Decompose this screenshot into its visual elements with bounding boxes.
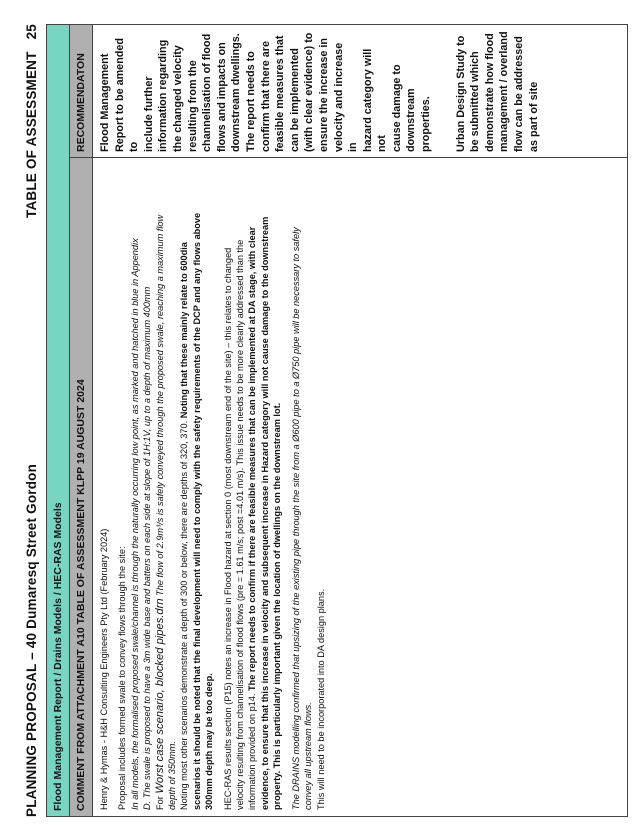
comment-text: information provided on p14. [247, 690, 258, 810]
comment-line: 300mm depth may be too deep. [204, 673, 215, 810]
assessment-table [46, 24, 628, 817]
comment-line: Proposal includes formed swale to convey flows through the site: [117, 546, 128, 810]
recommendation-line: be submitted which [469, 51, 482, 152]
comment-line [178, 166, 190, 810]
comment-body [93, 158, 337, 816]
comment-line: evidence, to ensure that this increase in velocity and subsequent increase in Hazard category will not cause damage to the downstream [259, 216, 270, 810]
comment-text: For [154, 793, 165, 810]
comment-line: D. The swale is proposed to have a 3m wide base and batters on each side at slope of 1H:1V, up to a depth of maximum 400mm [142, 286, 153, 810]
comment-column [70, 157, 627, 816]
recommendation-line: Flood Management [99, 53, 111, 152]
recommendation-line: cause damage to [390, 64, 403, 152]
comment-line: Henry & Hymas - H&H Consulting Engineers Pty Ltd (February 2024) [99, 528, 109, 810]
recommendation-line: can be implemented [288, 48, 301, 152]
comment-line [154, 166, 166, 810]
recommendation-line: (with clear evidence) to [303, 32, 316, 152]
recommendation-line: as part of site [527, 81, 540, 152]
recommendation-line: velocity and increase in [332, 42, 360, 152]
recommendation-line: flows and impacts on [215, 42, 228, 152]
recommendation-line: demonstrate how flood [483, 33, 496, 152]
comment-text: The report needs to confirm if there are feasible measures that can be implemented at DA stage, with clear [247, 226, 258, 691]
recommendation-line: include further [142, 76, 155, 152]
recommendation-line: flow can be addressed [513, 36, 526, 152]
comment-text: Worst case scenario, blocked pipes.drn [153, 598, 166, 794]
comment-line: In all models, the formalised proposed swale/channel is through the naturally occurring low point, as marked and hatched in blue in Appendix [129, 238, 140, 810]
recommendation-urban-design [454, 31, 542, 152]
recommendation-line: hazard category will not [361, 48, 389, 152]
comment-line [246, 166, 258, 810]
recommendation-line: confirm that there are [259, 41, 272, 152]
page-header-right [24, 24, 39, 218]
recommendation-line: Urban Design Study to [454, 35, 467, 152]
comment-text: Noting most other scenarios demonstrate a depth of 300 or below, there are depths of 320, 370. [179, 418, 190, 810]
comment-line: HEC-RAS results section (P15) notes an increase in Flood hazard at section 0 (most downstream end of the site) – this relates to changed [222, 247, 233, 810]
section-heading: Flood Management Report / Drains Models / HEC-RAS Models [47, 25, 70, 816]
recommendation-line: management / overland [498, 31, 511, 152]
recommendation-line: downstream properties. [405, 88, 433, 152]
comment-column-heading: COMMENT FROM ATTACHMENT A10 TABLE OF ASSESSMENT KLPP 19 AUGUST 2024 [70, 158, 93, 816]
recommendation-line: downstream dwellings. [230, 33, 243, 152]
page-title: PLANNING PROPOSAL – 40 Dumaresq Street Gordon [24, 463, 39, 817]
page-number: 25 [24, 24, 39, 40]
recommendation-column-heading: RECOMMENDATON [70, 25, 93, 157]
recommendation-line: feasible measures that [274, 35, 287, 152]
recommendation-line: resulting from the [186, 60, 199, 152]
comment-paragraph-drains [290, 166, 327, 810]
recommendation-line: the changed velocity [171, 45, 184, 152]
recommendation-line: channelisation of flood [201, 33, 214, 152]
comment-line: property. This is particularly important given the location of dwellings on the downstream lot. [272, 402, 283, 810]
comment-line: convey all upstream flows. [303, 702, 314, 810]
comment-line: The DRAINS modelling confirmed that upsizing of the existing pipe through the site from a Ø600 pipe to a Ø750 pipe will be necessary to safely [290, 227, 301, 810]
comment-paragraph-swale [116, 166, 215, 810]
comment-line: scenarios it should be noted that the final development will need to comply with the safety requirements of the DCP and any flows above [191, 212, 202, 810]
recommendation-body [93, 25, 565, 157]
comment-paragraph-hecras [222, 166, 284, 810]
comment-line: depth of 350mm. [167, 741, 178, 810]
comment-line: velocity resulting from channelisation of flood flows (pre = 1.61 m/s; post =4.01 m/s). This issue needs to be more clearly addressed than the [235, 239, 246, 810]
recommendation-flood-report [98, 31, 434, 152]
recommendation-line: information regarding [157, 39, 170, 152]
section-title: TABLE OF ASSESSMENT [24, 51, 39, 218]
comment-text: The flow of 2.9m³/s is safely conveyed through the proposed swale, reaching a maximum flow [154, 214, 165, 599]
comment-text: Noting that these mainly relate to 600dia [179, 242, 190, 419]
recommendation-column [70, 25, 627, 157]
recommendation-line: Report to be amended to [113, 38, 141, 152]
comment-line: This will need to be incorporated into DA design plans. [315, 588, 326, 810]
recommendation-line: ensure the increase in [317, 37, 330, 152]
comment-paragraph-consultant [98, 166, 110, 810]
recommendation-line: The report needs to [244, 51, 257, 152]
